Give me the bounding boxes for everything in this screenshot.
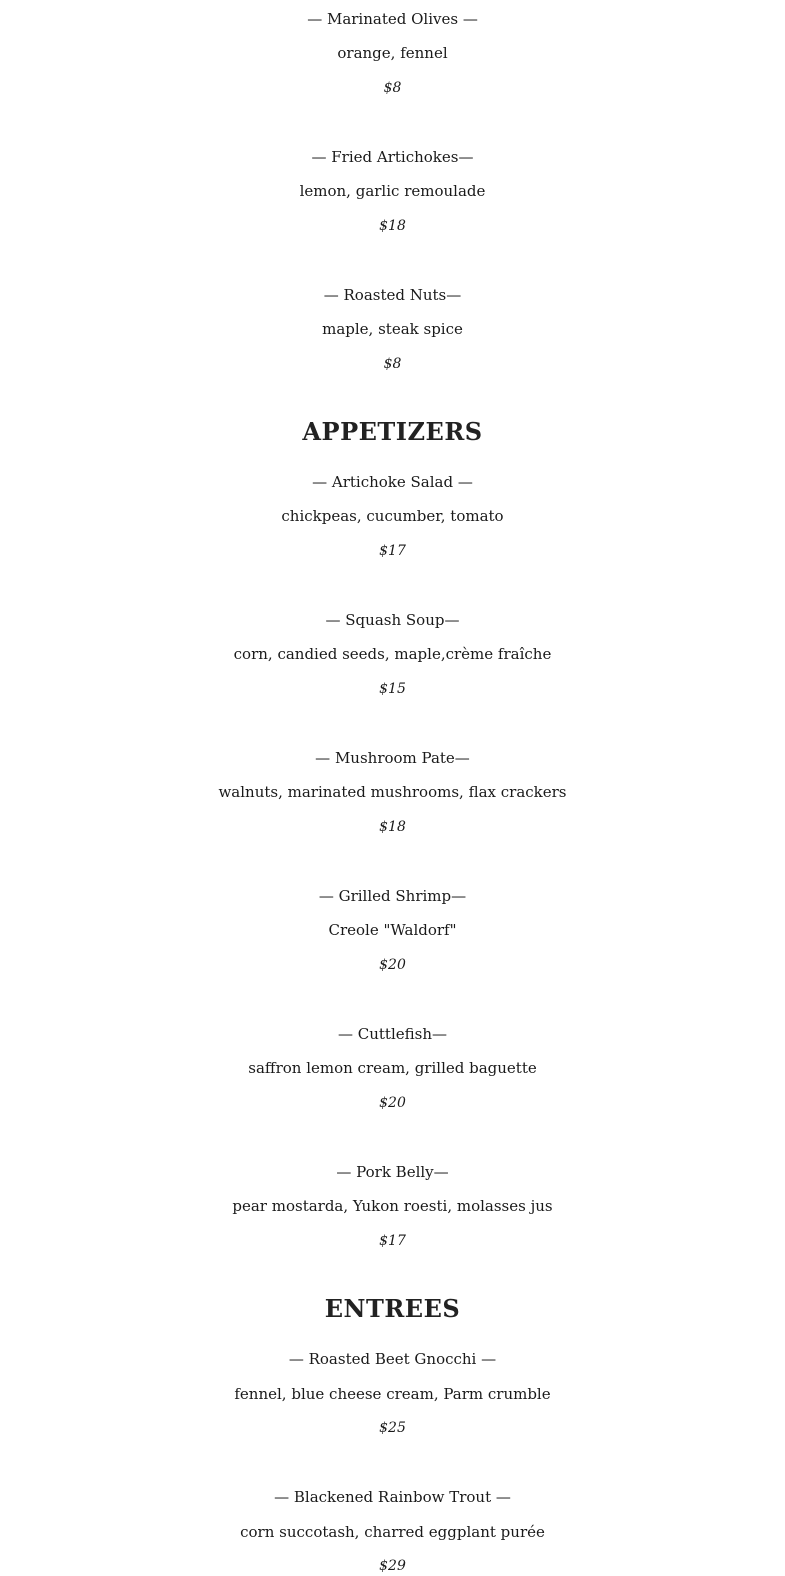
- menu-item-description: lemon, garlic remoulade: [299, 182, 486, 200]
- menu-item-description: orange, fennel: [337, 44, 448, 62]
- menu-item-name: — Grilled Shrimp—: [318, 887, 467, 905]
- menu-item-price: $8: [383, 80, 402, 96]
- menu-item-price: $17: [379, 543, 406, 559]
- menu-item-price: $17: [379, 1233, 406, 1249]
- menu-item-price: $29: [379, 1558, 406, 1574]
- menu-item-description: fennel, blue cheese cream, Parm crumble: [234, 1385, 551, 1403]
- menu-item-price: $8: [383, 356, 402, 372]
- menu-item-name: — Roasted Beet Gnocchi —: [288, 1350, 497, 1368]
- menu-item-name: — Cuttlefish—: [338, 1025, 447, 1043]
- menu-item-name: — Artichoke Salad —: [312, 473, 473, 491]
- section-heading-appetizers: APPETIZERS: [302, 417, 483, 446]
- menu-item-price: $20: [379, 957, 406, 973]
- menu-item-name: — Roasted Nuts—: [323, 286, 462, 304]
- menu-item-description: walnuts, marinated mushrooms, flax crackers: [218, 783, 567, 801]
- menu-item-description: saffron lemon cream, grilled baguette: [248, 1059, 537, 1077]
- menu-item-description: pear mostarda, Yukon roesti, molasses jus: [232, 1197, 553, 1215]
- menu-item-price: $18: [379, 218, 406, 234]
- menu-item-name: — Blackened Rainbow Trout —: [274, 1488, 511, 1506]
- menu-item-name: — Pork Belly—: [336, 1163, 449, 1181]
- menu-item-description: maple, steak spice: [322, 320, 463, 338]
- menu-item-price: $25: [379, 1420, 406, 1436]
- menu-item-name: — Mushroom Pate—: [315, 749, 470, 767]
- menu-item-price: $15: [379, 681, 406, 697]
- menu-item-name: — Squash Soup—: [325, 611, 460, 629]
- menu-item-description: corn succotash, charred eggplant purée: [240, 1523, 545, 1541]
- menu-item-price: $20: [379, 1095, 406, 1111]
- menu-item-description: chickpeas, cucumber, tomato: [281, 507, 504, 525]
- menu-item-name: — Marinated Olives —: [307, 10, 478, 28]
- menu-item-description: corn, candied seeds, maple,crème fraîche: [233, 645, 552, 663]
- menu-item-description: Creole "Waldorf": [328, 921, 457, 939]
- menu-item-name: — Fried Artichokes—: [311, 148, 474, 166]
- section-heading-entrees: ENTREES: [324, 1294, 461, 1323]
- menu-item-price: $18: [379, 819, 406, 835]
